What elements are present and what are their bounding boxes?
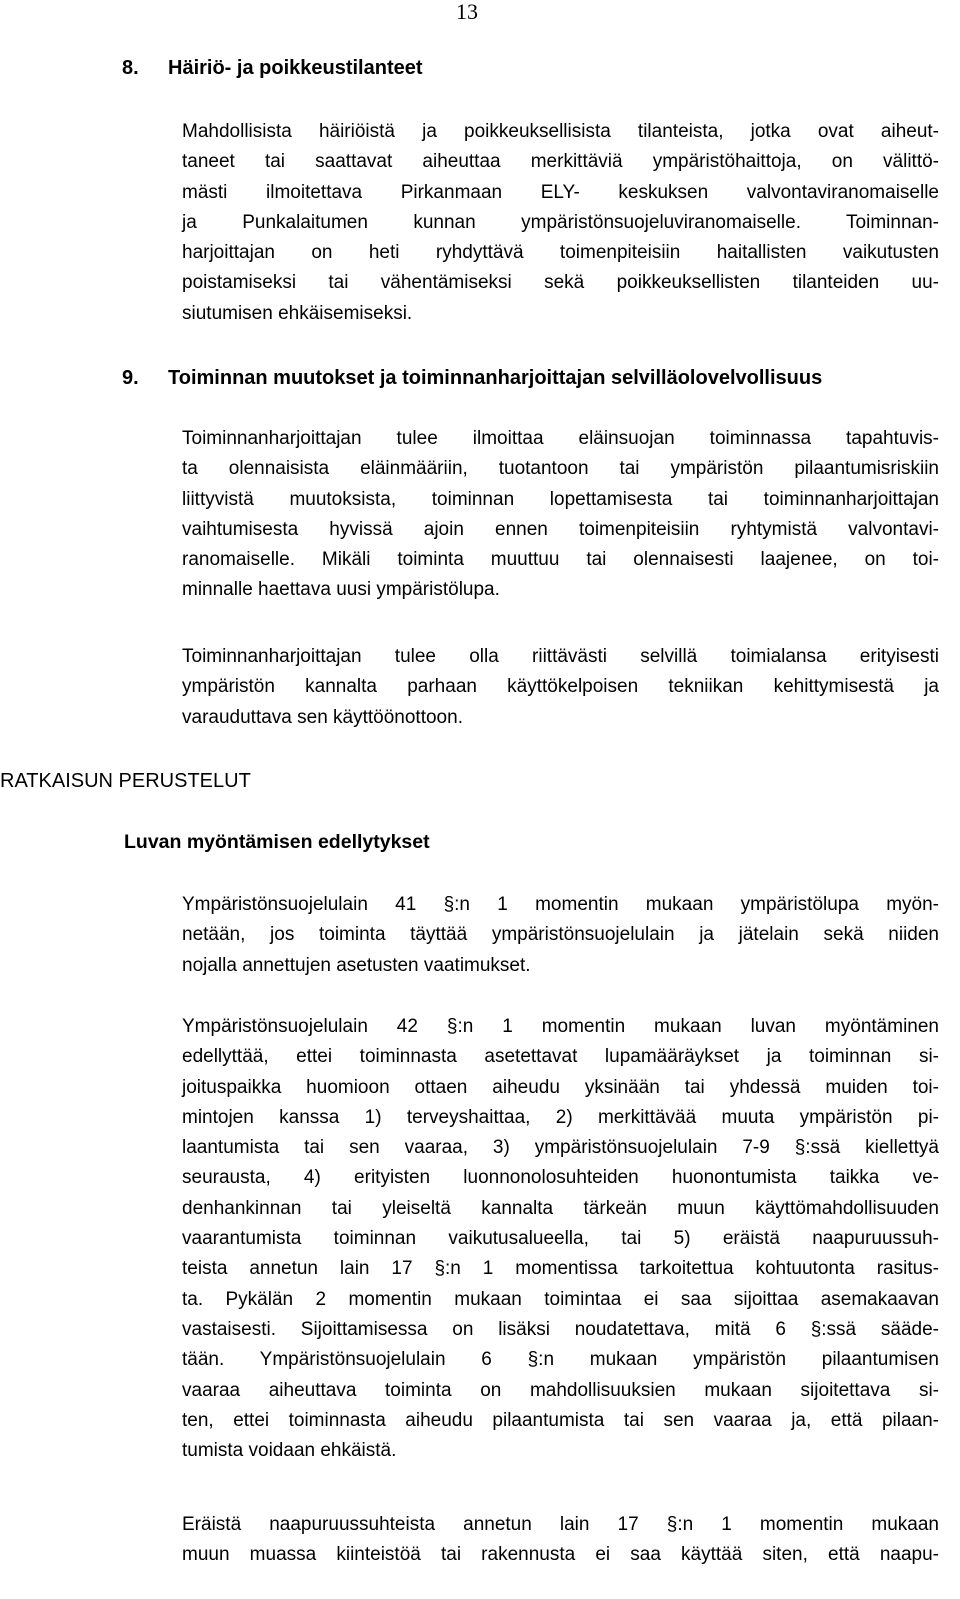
text-line: ympäristön kannalta parhaan käyttökelpoisen tekniikan kehittymisestä ja xyxy=(182,676,939,698)
text-line: netään, jos toiminta täyttää ympäristönsuojelulain ja jätelain sekä niiden xyxy=(182,924,939,946)
text-line: Toiminnanharjoittajan tulee olla riittävästi selvillä toimialansa erityisesti xyxy=(182,646,939,667)
section-9-paragraph-1 xyxy=(182,424,939,606)
text-line: vaihtumisesta hyvissä ajoin ennen toimenpiteisiin ryhtymistä valvontavi- xyxy=(182,518,939,540)
section-8-number: 8. xyxy=(122,57,139,79)
luvan-myontamisen-edellytykset-heading: Luvan myöntämisen edellytykset xyxy=(124,831,430,853)
text-line: seurausta, 4) erityisten luonnonolosuhteiden huonontumista taikka ve- xyxy=(182,1167,939,1189)
text-line: poistamiseksi tai vähentämiseksi sekä poikkeuksellisten tilanteiden uu- xyxy=(182,272,939,294)
text-line: tään. Ympäristönsuojelulain 6 §:n mukaan ympäristön pilaantumisen xyxy=(182,1349,939,1371)
perustelut-paragraph-1 xyxy=(182,890,939,981)
section-9-number: 9. xyxy=(122,367,139,389)
text-line: Toiminnanharjoittajan tulee ilmoittaa eläinsuojan toiminnassa tapahtuvis- xyxy=(182,428,939,449)
text-line: varauduttava sen käyttöönottoon. xyxy=(182,706,463,728)
text-line: Eräistä naapuruussuhteista annetun lain 17 §:n 1 momentin mukaan xyxy=(182,1514,939,1535)
text-line: mästi ilmoitettava Pirkanmaan ELY- keskuksen valvontaviranomaiselle xyxy=(182,181,939,203)
text-line: teista annetun lain 17 §:n 1 momentissa tarkoitettua kohtuutonta rasitus- xyxy=(182,1258,939,1280)
section-9-title: Toiminnan muutokset ja toiminnanharjoittajan selvilläolovelvollisuus xyxy=(168,367,823,389)
section-9-paragraph-2 xyxy=(182,642,939,733)
text-line: denhankinnan tai yleiseltä kannalta tärkeän muun käyttömahdollisuuden xyxy=(182,1197,939,1219)
text-line: tumista voidaan ehkäistä. xyxy=(182,1440,397,1462)
perustelut-paragraph-3 xyxy=(182,1510,939,1571)
text-line: mintojen kanssa 1) terveyshaittaa, 2) merkittävää muuta ympäristön pi- xyxy=(182,1106,939,1128)
text-line: nojalla annettujen asetusten vaatimukset. xyxy=(182,954,531,976)
ratkaisun-perustelut-title: RATKAISUN PERUSTELUT xyxy=(0,770,251,792)
text-line: taneet tai saattavat aiheuttaa merkittäviä ympäristöhaittoja, on välittö- xyxy=(182,151,939,173)
section-8-title: Häiriö- ja poikkeustilanteet xyxy=(168,57,423,79)
text-line: vaaraa aiheuttava toiminta on mahdollisuuksien mukaan sijoitettava si- xyxy=(182,1379,939,1401)
text-line: ta. Pykälän 2 momentin mukaan toimintaa ei saa sijoittaa asemakaavan xyxy=(182,1288,939,1310)
text-line: muun muassa kiinteistöä tai rakennusta ei saa käyttää siten, että naapu- xyxy=(182,1544,939,1566)
text-line: vastaisesti. Sijoittamisessa on lisäksi noudatettava, mitä 6 §:ssä sääde- xyxy=(182,1318,939,1340)
section-8-heading xyxy=(122,56,423,80)
text-line: edellyttää, ettei toiminnasta asetettavat lupamääräykset ja toiminnan si- xyxy=(182,1046,939,1068)
text-line: vaarantumista toiminnan vaikutusalueella, tai 5) eräistä naapuruussuh- xyxy=(182,1228,939,1250)
text-line: Ympäristönsuojelulain 41 §:n 1 momentin mukaan ympäristölupa myön- xyxy=(182,894,939,915)
text-line: minnalle haettava uusi ympäristölupa. xyxy=(182,579,500,601)
text-line: liittyvistä muutoksista, toiminnan lopettamisesta tai toiminnanharjoittajan xyxy=(182,488,939,510)
text-line: ta olennaisista eläinmääriin, tuotantoon tai ympäristön pilaantumisriskiin xyxy=(182,458,939,480)
section-8-paragraph xyxy=(182,117,939,329)
text-line: ranomaiselle. Mikäli toiminta muuttuu tai olennaisesti laajenee, on toi- xyxy=(182,549,939,571)
text-line: ja Punkalaitumen kunnan ympäristönsuojeluviranomaiselle. Toiminnan- xyxy=(182,211,939,233)
text-line: laantumista tai sen vaaraa, 3) ympäristönsuojelulain 7-9 §:ssä kiellettyä xyxy=(182,1137,939,1159)
text-line: ten, ettei toiminnasta aiheudu pilaantumista tai sen vaaraa ja, että pilaan- xyxy=(182,1409,939,1431)
text-line: Mahdollisista häiriöistä ja poikkeuksellisista tilanteista, jotka ovat aiheut- xyxy=(182,121,939,142)
page-number: 13 xyxy=(456,0,478,24)
text-line: joituspaikka huomioon ottaen aiheudu yksinään tai yhdessä muiden toi- xyxy=(182,1076,939,1098)
text-line: siutumisen ehkäisemiseksi. xyxy=(182,302,413,324)
text-line: harjoittajan on heti ryhdyttävä toimenpiteisiin haitallisten vaikutusten xyxy=(182,242,939,264)
text-line: Ympäristönsuojelulain 42 §:n 1 momentin mukaan luvan myöntäminen xyxy=(182,1016,939,1037)
perustelut-paragraph-2 xyxy=(182,1012,939,1466)
section-9-heading xyxy=(122,366,822,390)
